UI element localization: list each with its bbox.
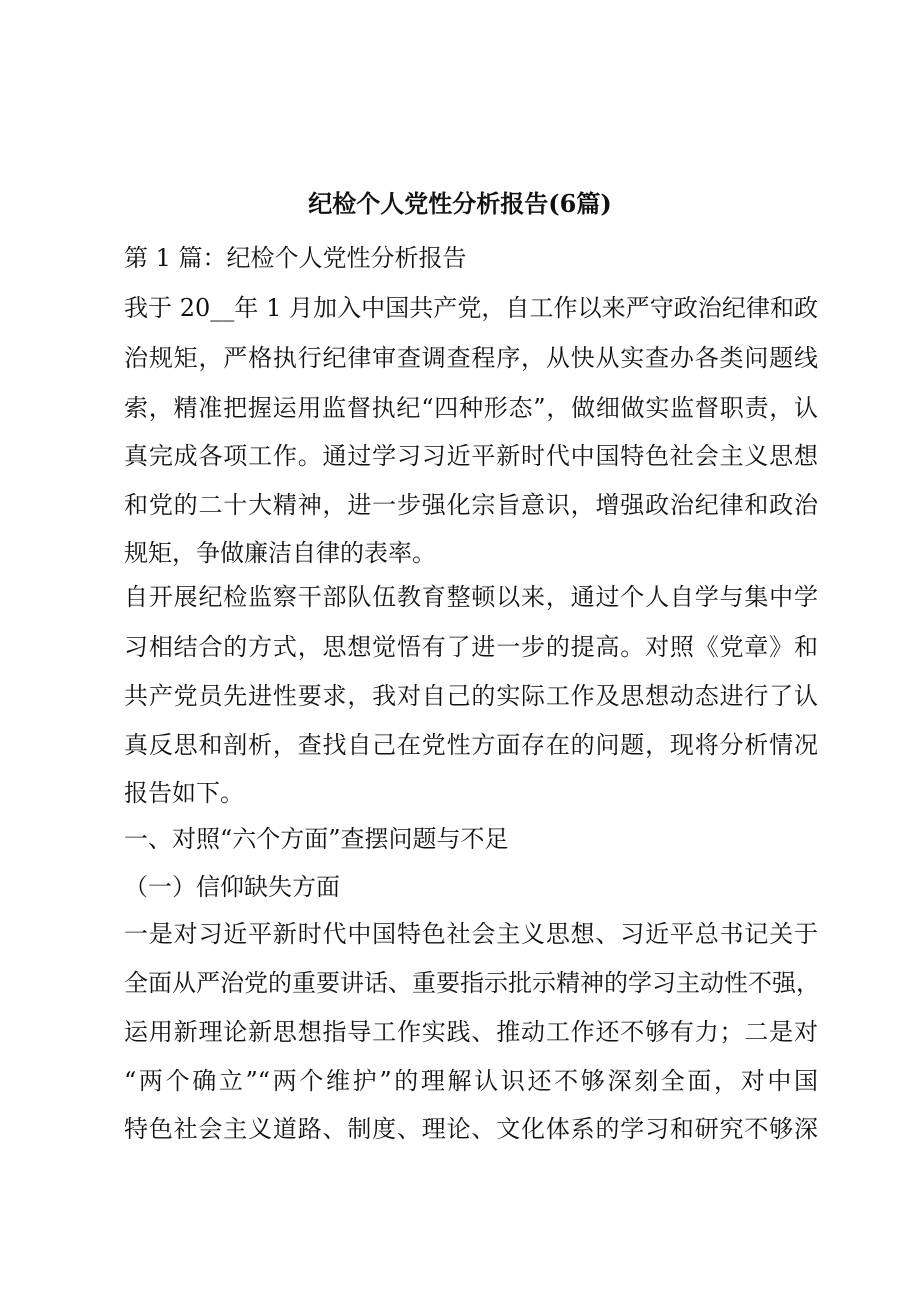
paragraph-line: 真完成各项工作。通过学习习近平新时代中国特色社会主义思想	[124, 442, 818, 470]
paragraph-line: 共产党员先进性要求，我对自己的实际工作及思想动态进行了认	[124, 682, 818, 710]
paragraph-line: 索，精准把握运用监督执纪“四种形态”，做细做实监督职责，认	[124, 394, 818, 422]
paragraph-line: 一是对习近平新时代中国特色社会主义思想、习近平总书记关于	[124, 920, 818, 948]
paragraph-line: 和党的二十大精神，进一步强化宗旨意识，增强政治纪律和政治	[124, 491, 818, 519]
paragraph-line: 自开展纪检监察干部队伍教育整顿以来，通过个人自学与集中学	[124, 583, 818, 611]
paragraph-line: 规矩，争做廉洁自律的表率。	[124, 539, 436, 567]
paragraph-line: 习相结合的方式，思想觉悟有了进一步的提高。对照《党章》和	[124, 633, 818, 661]
paragraph-line: 报告如下。	[124, 779, 244, 807]
paragraph-line: 特色社会主义道路、制度、理论、文化体系的学习和研究不够深	[124, 1115, 818, 1143]
paragraph-line: 真反思和剖析，查找自己在党性方面存在的问题，现将分析情况	[124, 731, 818, 759]
document-title: 纪检个人党性分析报告(6篇)	[308, 189, 612, 218]
paragraph-line: 全面从严治党的重要讲话、重要指示批示精神的学习主动性不强，	[124, 969, 820, 997]
subheading-one: （一）信仰缺失方面	[124, 873, 340, 901]
section-heading: 第 1 篇：纪检个人党性分析报告	[124, 244, 467, 272]
paragraph-line: 我于 20__年 1 月加入中国共产党，自工作以来严守政治纪律和政	[124, 294, 818, 322]
paragraph-line: “两个确立”“两个维护”的理解认识还不够深刻全面，对中国	[124, 1067, 818, 1095]
paragraph-line: 治规矩，严格执行纪律审查调查程序，从快从实查办各类问题线	[124, 344, 818, 372]
paragraph-line: 运用新理论新思想指导工作实践、推动工作还不够有力；二是对	[124, 1018, 818, 1046]
heading-one: 一、对照“六个方面”查摆问题与不足	[124, 825, 509, 853]
